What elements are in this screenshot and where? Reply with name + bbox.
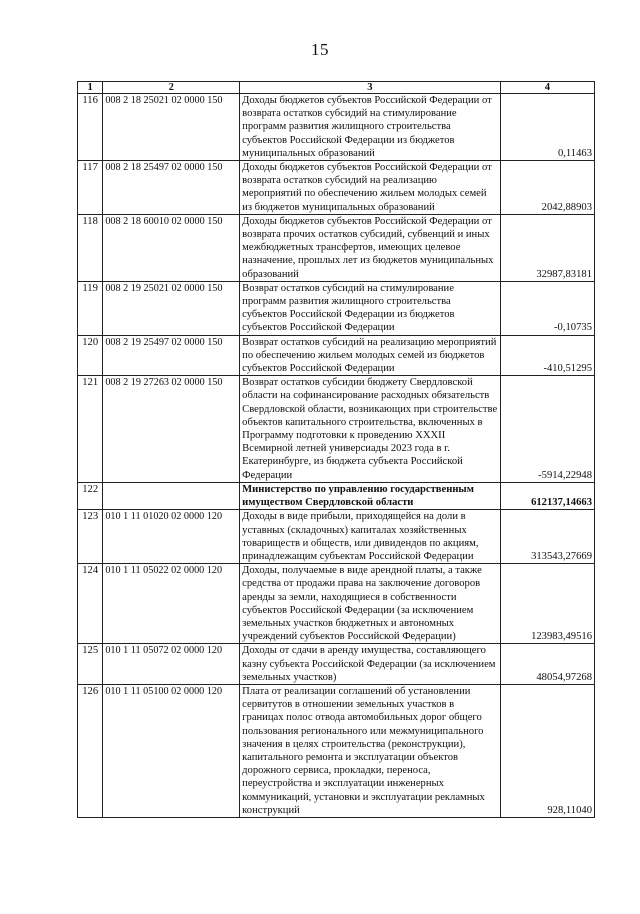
- column-header-3: 3: [240, 82, 501, 94]
- revenue-description: Доходы в виде прибыли, приходящейся на доли в уставных (складочных) капиталах хозяйственных товариществ и обществ, или дивидендов по акциям, принадлежащим субъектам Российской Федерации: [240, 510, 501, 564]
- amount: -410,51295: [500, 335, 594, 376]
- budget-code: 010 1 11 05022 02 0000 120: [103, 564, 240, 644]
- amount: 48054,97268: [500, 644, 594, 685]
- row-number: 122: [78, 482, 103, 509]
- revenue-description: Возврат остатков субсидий на реализацию мероприятий по обеспечению жильем молодых семей из бюджетов субъектов Российской Федерации: [240, 335, 501, 376]
- table-header-row: [78, 82, 595, 94]
- revenue-description: Доходы, получаемые в виде арендной платы, а также средства от продажи права на заключение договоров аренды за земли, находящиеся в собственности субъектов Российской Федерации (за исключением земельных участков бюджетных и автономных учреждений субъектов Российской Федерации): [240, 564, 501, 644]
- row-number: 120: [78, 335, 103, 376]
- row-number: 117: [78, 161, 103, 215]
- amount: 313543,27669: [500, 510, 594, 564]
- budget-code: 008 2 18 60010 02 0000 150: [103, 214, 240, 281]
- revenue-description: Доходы бюджетов субъектов Российской Федерации от возврата остатков субсидий на реализацию мероприятий по обеспечению жильем молодых семей из бюджетов муниципальных образований: [240, 161, 501, 215]
- page-number: 15: [311, 40, 329, 59]
- table-row: [78, 281, 595, 335]
- budget-code: 008 2 19 27263 02 0000 150: [103, 376, 240, 483]
- revenue-description: Доходы бюджетов субъектов Российской Федерации от возврата остатков субсидий на стимулирование программ развития жилищного строительства субъектов Российской Федерации из бюджетов муниципальных образований: [240, 94, 501, 161]
- row-number: 121: [78, 376, 103, 483]
- revenue-description: Возврат остатков субсидий на стимулирование программ развития жилищного строительства субъектов Российской Федерации из бюджетов субъектов Российской Федерации: [240, 281, 501, 335]
- table-row: [78, 644, 595, 685]
- row-number: 118: [78, 214, 103, 281]
- row-number: 124: [78, 564, 103, 644]
- row-number: 119: [78, 281, 103, 335]
- table-row: [78, 684, 595, 817]
- budget-code: 010 1 11 01020 02 0000 120: [103, 510, 240, 564]
- amount: -0,10735: [500, 281, 594, 335]
- table-row: [78, 161, 595, 215]
- amount: 2042,88903: [500, 161, 594, 215]
- revenue-description: Возврат остатков субсидии бюджету Свердловской области на софинансирование расходных обязательств Свердловской области, возникающих при строительстве объектов капитального строительства, включенных в Программу подготовки к проведению XXXII Всемирной летней универсиады 2023 года в г. Екатеринбурге, из бюджета субъекта Российской Федерации: [240, 376, 501, 483]
- column-header-4: 4: [500, 82, 594, 94]
- budget-code: [103, 482, 240, 509]
- table-row: [78, 482, 595, 509]
- budget-code: 008 2 19 25021 02 0000 150: [103, 281, 240, 335]
- amount: 928,11040: [500, 684, 594, 817]
- row-number: 126: [78, 684, 103, 817]
- amount: 123983,49516: [500, 564, 594, 644]
- amount: 32987,83181: [500, 214, 594, 281]
- budget-code: 008 2 19 25497 02 0000 150: [103, 335, 240, 376]
- table-row: [78, 564, 595, 644]
- table-row: [78, 376, 595, 483]
- table-row: [78, 335, 595, 376]
- revenue-description: Доходы от сдачи в аренду имущества, составляющего казну субъекта Российской Федерации (за исключением земельных участков): [240, 644, 501, 685]
- revenue-description: Доходы бюджетов субъектов Российской Федерации от возврата прочих остатков субсидий, субвенций и иных межбюджетных трансфертов, имеющих целевое назначение, прошлых лет из бюджетов муниципальных образований: [240, 214, 501, 281]
- revenue-description: Министерство по управлению государственным имуществом Свердловской области: [240, 482, 501, 509]
- column-header-2: 2: [103, 82, 240, 94]
- row-number: 125: [78, 644, 103, 685]
- budget-code: 008 2 18 25021 02 0000 150: [103, 94, 240, 161]
- budget-code: 008 2 18 25497 02 0000 150: [103, 161, 240, 215]
- table-body: [78, 94, 595, 818]
- revenue-table: [77, 81, 595, 818]
- row-number: 116: [78, 94, 103, 161]
- budget-code: 010 1 11 05072 02 0000 120: [103, 644, 240, 685]
- budget-code: 010 1 11 05100 02 0000 120: [103, 684, 240, 817]
- column-header-1: 1: [78, 82, 103, 94]
- amount: 612137,14663: [500, 482, 594, 509]
- revenue-description: Плата от реализации соглашений об установлении сервитутов в отношении земельных участков в границах полос отвода автомобильных дорог общего пользования регионального или межмуниципального значения в целях строительства (реконструкции), капитального ремонта и эксплуатации объектов дорожного сервиса, прокладки, переноса, переустройства и эксплуатации инженерных коммуникаций, установки и эксплуатации рекламных конструкций: [240, 684, 501, 817]
- table-row: [78, 94, 595, 161]
- amount: 0,11463: [500, 94, 594, 161]
- table-row: [78, 510, 595, 564]
- row-number: 123: [78, 510, 103, 564]
- table-row: [78, 214, 595, 281]
- amount: -5914,22948: [500, 376, 594, 483]
